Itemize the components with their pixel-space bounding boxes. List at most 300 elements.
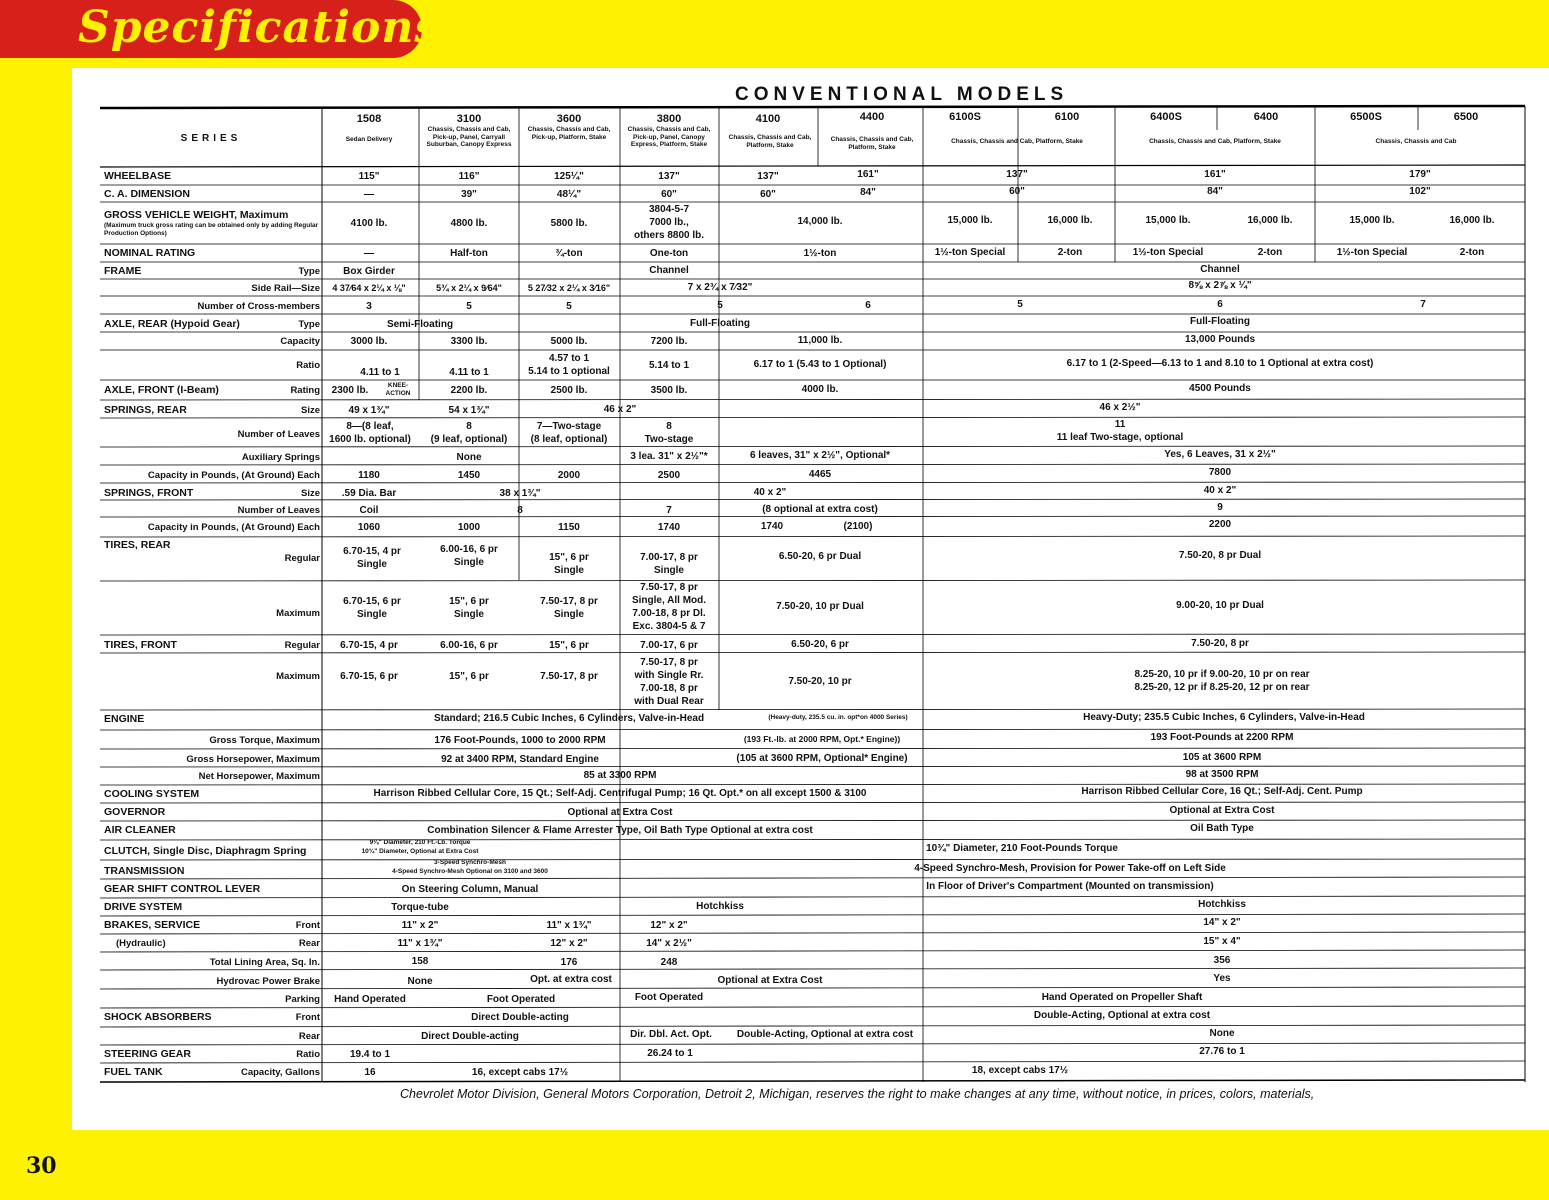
label-net-horsepower: Net Horsepower, Maximum [198,771,320,782]
table-rule [100,536,1525,537]
cell: 16,000 lb. [1449,215,1495,226]
cell: Harrison Ribbed Cellular Core, 15 Qt.; Self-Adj. Centrifugal Pump; 16 Qt. Opt.* on all except 1500 & 3100 [373,788,867,799]
cell: KNEE-ACTION [385,382,411,397]
cell: Single [453,557,485,568]
label-front: Front [295,920,320,931]
cell: Combination Silencer & Flame Arrester Type, Oil Bath Type Optional at extra cost [427,825,813,836]
cell: Foot Operated [486,994,556,1005]
cell: 9 [1217,502,1223,513]
cell: (105 at 3600 RPM, Optional* Engine) [736,753,908,764]
cell: 18, except cabs 17½ [971,1065,1069,1076]
cell: None [407,976,433,987]
label-transmission: TRANSMISSION [104,865,185,877]
cell: Torque-tube [391,902,449,913]
cell: 5 [1017,299,1023,310]
cell: 8⅝ x 2⅞ x ¼" [1188,280,1252,291]
cell: 161" [1204,169,1226,180]
cell: 98 at 3500 RPM [1185,769,1259,780]
cell: Half-ton [450,248,488,259]
cell: 40 x 2" [1203,485,1237,496]
cell: Standard; 216.5 Cubic Inches, 6 Cylinders, Valve-in-Head [433,713,705,724]
series-6500: 6500 [1453,111,1479,123]
cell: 8.25-20, 12 pr if 8.25-20, 12 pr on rear [1134,682,1310,693]
cell: 116" [458,171,480,182]
table-rule [100,709,1525,710]
table-rule [100,165,1525,167]
cell: 60" [1009,186,1025,197]
cell: Foot Operated [634,992,704,1003]
cell: 4800 lb. [450,218,488,229]
cell: 6.70-15, 4 pr [343,546,401,557]
cell: 11,000 lb. [797,335,843,346]
cell: 84" [1207,186,1223,197]
label-ratio: Ratio [296,1049,320,1060]
cell: 7.50-20, 8 pr Dual [1178,550,1262,561]
cell: — [364,189,374,200]
cell: 11" x 2" [401,920,439,931]
cell: Single [356,609,388,620]
cell: None [456,452,482,463]
cell: 11 leaf Two-stage, optional [1056,432,1184,443]
table-rule [100,464,1525,465]
cell: 7.50-17, 8 pr [640,657,698,668]
cell: 27.76 to 1 [1199,1046,1245,1057]
cell: .59 Dia. Bar [341,488,397,499]
label-axle-front: AXLE, FRONT (I-Beam) [104,384,219,396]
cell: 7 x 2¾ x 7⁄32" [687,282,753,293]
label-rear: Rear [298,1031,320,1042]
cell: 11 [1114,419,1126,430]
cell: 8 [466,421,472,432]
cell: 60" [760,189,776,200]
cell: 2500 lb. [550,385,588,396]
cell: 11" x 1¾" [397,938,443,949]
table-rule [100,499,1525,500]
cell: Opt. at extra cost [530,974,612,985]
cell: 4-Speed Synchro-Mesh, Provision for Power Take-off on Left Side [914,863,1226,874]
cell: 46 x 2½" [1099,402,1141,413]
label-hydraulic: (Hydraulic) [116,938,166,949]
cell: 6.17 to 1 (2-Speed—6.13 to 1 and 8.10 to 1 Optional at extra cost) [1066,358,1374,369]
table-rule [100,634,1525,635]
table-rule [100,766,1525,767]
cell: 2300 lb. [331,385,369,396]
label-regular: Regular [284,553,320,564]
cell: 4500 Pounds [1189,383,1251,394]
cell: 125¼" [554,171,584,182]
cell: 8 [666,421,672,432]
cell: Optional at Extra Cost [567,807,673,818]
cell: 193 Foot-Pounds at 2200 RPM [1150,732,1294,743]
cell: 5 [566,301,572,312]
cell: 137" [1006,169,1028,180]
table-rule [100,896,1525,898]
cell: 16, except cabs 17½ [471,1067,569,1078]
cell: 137" [658,171,680,182]
cell: Two-stage [644,434,694,445]
cell: 176 Foot-Pounds, 1000 to 2000 RPM [434,735,606,746]
cell: Semi-Floating [386,319,454,330]
cell: Single [453,609,485,620]
cell: 2-ton [1459,247,1485,258]
cell: 4465 [808,469,832,480]
cell: 2500 [657,470,681,481]
cell: (9 leaf, optional) [430,434,508,445]
cell: 49 x 1¾" [348,405,390,416]
cell: 158 [411,956,429,967]
cell: 4000 lb. [801,384,839,395]
cell: 92 at 3400 RPM, Standard Engine [441,754,599,765]
cell: 2-ton [1257,247,1283,258]
label-fuel-capacity: Capacity, Gallons [240,1067,320,1078]
cell: 356 [1213,955,1231,966]
cell: others 8800 lb. [633,230,705,241]
cell: 6 [865,300,871,311]
table-rule [100,482,1525,483]
cell: 3804-5-7 [648,204,690,215]
cell: 19.4 to 1 [349,1049,391,1060]
cell: 6.70-15, 6 pr [340,671,398,682]
label-drive-system: DRIVE SYSTEM [104,901,183,913]
label-steering: STEERING GEAR [104,1048,191,1060]
cell: 1060 [357,522,381,533]
cell: 46 x 2" [603,404,637,415]
cell: 6.50-20, 6 pr Dual [778,551,862,562]
cell: 6.00-16, 6 pr [440,544,498,555]
cell: 6.17 to 1 (5.43 to 1 Optional) [753,359,887,370]
cell: Double-Acting, Optional at extra cost [736,1029,914,1040]
cell: 7.50-17, 8 pr [540,671,598,682]
series-3100: 3100 [456,113,482,125]
cell: Full-Floating [690,318,750,329]
cell: — [364,248,374,259]
cell: 1½-ton Special [1336,247,1408,258]
series-desc: Chassis, Chassis and Cab, Platform, Stake [728,134,812,149]
cell: ¾-ton [555,248,583,259]
table-rule [100,417,1525,418]
series-desc: Chassis, Chassis and Cab, Pick-up, Platform, Stake [527,126,611,141]
label-size: Size [300,405,320,416]
cell: 26.24 to 1 [647,1048,693,1059]
series-desc: Chassis, Chassis and Cab, Platform, Stake [830,136,914,151]
cell: In Floor of Driver's Compartment (Mounted on transmission) [926,881,1214,892]
cell: 39" [461,189,477,200]
cell: 1½-ton [803,248,837,259]
cell: Box Girder [343,266,395,277]
cell: 1150 [558,522,580,533]
label-rating: Rating [290,385,320,396]
cell: 12" x 2" [650,920,688,931]
cell: 16,000 lb. [1047,215,1093,226]
cell: 8—(8 leaf, [346,421,394,432]
label-number-of-leaves: Number of Leaves [237,505,320,516]
cell: Yes, 6 Leaves, 31 x 2½" [1164,449,1276,460]
table-rule [100,839,1525,840]
series-6400: 6400 [1253,111,1279,123]
label-type: Type [298,319,320,330]
cell: 9⅛" Diameter, 210 Ft.-Lb. Torque [369,839,471,846]
cell: 161" [857,169,879,180]
cell: 1½-ton Special [934,247,1006,258]
cell: 14" x 2½" [646,938,692,949]
series-desc: Chassis, Chassis and Cab, Pick-up, Panel, Carryall Suburban, Canopy Express [426,126,512,148]
cell: 2000 [557,470,581,481]
cell: 5 [466,301,472,312]
series-3800: 3800 [656,113,682,125]
label-hydrovac: Hydrovac Power Brake [216,976,320,987]
cell: Optional at Extra Cost [1169,805,1275,816]
cell: 105 at 3600 RPM [1182,752,1262,763]
cell: Single [553,609,585,620]
label-wheelbase: WHEELBASE [104,170,172,182]
label-ca-dimension: C. A. DIMENSION [104,188,190,200]
label-capacity: Capacity [280,336,320,347]
cell: 5 27⁄32 x 2¼ x 3⁄16" [527,283,611,293]
label-gross-horsepower: Gross Horsepower, Maximum [186,754,320,765]
label-tires-front: TIRES, FRONT [104,639,177,651]
cell: 1450 [457,470,481,481]
cell: Exc. 3804-5 & 7 [632,621,706,632]
label-shock-absorbers: SHOCK ABSORBERS [104,1011,212,1023]
cell: 6 [1217,299,1223,310]
cell: 7.00-18, 8 pr Dl. [632,608,706,619]
cell: Direct Double-acting [421,1031,519,1042]
cell: Yes [1213,973,1231,984]
cell: 7.50-20, 10 pr [788,676,852,687]
label-lining-area: Total Lining Area, Sq. In. [209,957,320,968]
cell: 5.14 to 1 optional [528,366,610,377]
cell: 7.50-17, 8 pr [540,596,598,607]
cell: One-ton [649,248,689,259]
cell: 7800 [1208,467,1232,478]
label-capacity-ground: Capacity in Pounds, (At Ground) Each [147,470,320,481]
series-desc: Chassis, Chassis and Cab, Platform, Stake [1149,138,1281,145]
cell: 1600 lb. optional) [329,434,411,445]
cell: 9.00-20, 10 pr Dual [1176,600,1264,611]
cell: Coil [359,505,379,516]
table-rule [100,877,1525,879]
cell: 179" [1409,169,1431,180]
series-label: SERIES [180,133,242,144]
table-rule [100,1025,1525,1027]
label-cross-members: Number of Cross-members [197,301,320,312]
label-type: Type [298,266,320,277]
label-side-rail: Side Rail—Size [251,283,320,294]
banner-title: Specifications [78,2,441,53]
cell: 102" [1409,186,1431,197]
table-rule [100,968,1525,970]
table-rule [100,1043,1525,1045]
label-fuel-tank: FUEL TANK [104,1066,163,1078]
series-desc: Chassis, Chassis and Cab, Platform, Stake [951,138,1083,145]
table-rule [100,446,1525,447]
cell: 12" x 2" [550,938,588,949]
cell: 137" [757,171,779,182]
cell: Single [356,559,388,570]
series-4400: 4400 [859,111,885,123]
cell: 7.50-20, 8 pr [1191,638,1249,649]
cell: 10¾" Diameter, 210 Foot-Pounds Torque [926,843,1118,854]
cell: Oil Bath Type [1190,823,1254,834]
label-number-of-leaves: Number of Leaves [237,429,320,440]
cell: Hotchkiss [1198,899,1246,910]
label-nominal-rating: NOMINAL RATING [104,247,196,259]
cell: 15", 6 pr [549,552,589,563]
cell: 3-Speed Synchro-Mesh [434,859,506,866]
cell: 6.00-16, 6 pr [440,640,498,651]
cell: 6.70-15, 6 pr [343,596,401,607]
cell: 15", 6 pr [449,596,489,607]
table-rule [100,1006,1525,1008]
cell: 5.14 to 1 [648,360,690,371]
page-number: 30 [26,1153,57,1179]
series-6500s: 6500S [1350,111,1382,123]
cell: None [1209,1028,1235,1039]
cell: 115" [358,171,380,182]
label-capacity-ground: Capacity in Pounds, (At Ground) Each [147,522,320,533]
table-rule [100,802,1525,803]
series-6400s: 6400S [1150,111,1182,123]
cell: 3000 lb. [350,336,388,347]
cell: 7 [666,505,672,516]
table-rule [100,932,1525,934]
label-ratio: Ratio [296,360,320,371]
cell: Single [653,565,685,576]
cell: (Heavy-duty, 235.5 cu. in. opt*on 4000 Series) [768,714,908,721]
cell: 248 [660,957,678,968]
label-regular: Regular [284,640,320,651]
series-4100: 4100 [755,113,781,125]
label-cooling: COOLING SYSTEM [104,788,200,800]
table-rule [100,1080,1525,1082]
label-size: Size [300,488,320,499]
label-brakes: BRAKES, SERVICE [104,919,201,931]
cell: 15", 6 pr [549,640,589,651]
cell: 7.00-18, 8 pr [640,683,698,694]
cell: 15" x 4" [1203,936,1241,947]
cell: 1000 [457,522,481,533]
cell: Hand Operated [334,994,406,1005]
cell: 7.00-17, 8 pr [640,552,698,563]
cell: 7 [1420,299,1426,310]
cell: 7.50-17, 8 pr [640,582,698,593]
cell: 85 at 3300 RPM [583,770,657,781]
label-gross-torque: Gross Torque, Maximum [209,735,320,746]
cell: Heavy-Duty; 235.5 Cubic Inches, 6 Cylinders, Valve-in-Head [1083,712,1365,723]
label-gear-shift: GEAR SHIFT CONTROL LEVER [104,883,261,895]
cell: (2100) [843,521,873,532]
footer-note: Chevrolet Motor Division, General Motors Corporation, Detroit 2, Michigan, reserves the right to make changes at any time, without notice, in prices, colors, materials, [400,1087,1315,1101]
label-gvw-note: (Maximum truck gross rating can be obtained only by adding Regular Production Options) [104,222,319,237]
label-parking: Parking [285,994,320,1005]
cell: 84" [860,187,876,198]
cell: Double-Acting, Optional at extra cost [1033,1010,1211,1021]
cell: 15,000 lb. [1145,215,1191,226]
cell: 5800 lb. [550,218,588,229]
cell: (8 optional at extra cost) [762,504,878,515]
cell: 6.70-15, 4 pr [340,640,398,651]
cell: 4100 lb. [350,218,388,229]
cell: 54 x 1¾" [448,405,490,416]
cell: Hotchkiss [696,901,744,912]
table-rule [100,914,1525,916]
table-rule [100,748,1525,749]
cell: Hand Operated on Propeller Shaft [1041,992,1203,1003]
cell: with Single Rr. [634,670,704,681]
cell: 4.11 to 1 [360,367,400,378]
label-frame: FRAME [104,265,142,277]
cell: 5000 lb. [550,336,588,347]
cell: 13,000 Pounds [1184,334,1256,345]
cell: 8 [517,505,523,516]
cell: 6.50-20, 6 pr [791,639,849,650]
cell: 48¼" [556,189,582,200]
cell: Harrison Ribbed Cellular Core, 16 Qt.; Self-Adj. Cent. Pump [1081,786,1363,797]
label-rear: Rear [298,938,320,949]
table-rule [100,652,1525,653]
table-rule [100,399,1525,400]
cell: Single, All Mod. [631,595,707,606]
cell: 3 lea. 31" x 2½"* [630,451,708,462]
series-3600: 3600 [556,113,582,125]
cell: 11" x 1¾" [546,920,592,931]
cell: 7.00-17, 6 pr [640,640,698,651]
cell: (8 leaf, optional) [530,434,608,445]
cell: 2200 [1208,519,1232,530]
cell: 5 [717,300,723,311]
cell: 4.11 to 1 [449,367,489,378]
cell: 6 leaves, 31" x 2½", Optional* [749,450,891,461]
cell: 7000 lb., [649,217,689,228]
cell: 7—Two-stage [536,421,602,432]
cell: Dir. Dbl. Act. Opt. [630,1029,712,1040]
cell: (193 Ft.-lb. at 2000 RPM, Opt.* Engine)) [743,734,901,744]
table-rule [100,950,1525,952]
cell: 14,000 lb. [797,216,843,227]
label-gvw: GROSS VEHICLE WEIGHT, Maximum [104,209,289,221]
label-governor: GOVERNOR [104,806,166,818]
label-air-cleaner: AIR CLEANER [104,824,176,836]
cell: Channel [649,265,689,276]
cell: 4.57 to 1 [548,353,590,364]
cell: 16 [364,1067,376,1078]
cell: On Steering Column, Manual [401,884,539,895]
series-desc: Chassis, Chassis and Cab, Pick-up, Panel, Canopy Express, Platform, Stake [627,126,711,148]
cell: 10¾" Diameter, Optional at Extra Cost [361,848,479,855]
cell: Optional at Extra Cost [717,975,823,986]
series-6100: 6100 [1054,111,1080,123]
cell: 14" x 2" [1203,917,1241,928]
table-rule [100,1061,1525,1063]
table-rule [100,106,1525,108]
cell: 40 x 2" [753,487,787,498]
cell: 176 [560,957,578,968]
label-clutch: CLUTCH, Single Disc, Diaphragm Spring [104,845,307,857]
table-rule [100,729,1525,730]
cell: Full-Floating [1190,316,1250,327]
label-springs-front: SPRINGS, FRONT [104,487,194,499]
cell: 3 [366,301,372,312]
label-axle-rear: AXLE, REAR (Hypoid Gear) [104,318,240,330]
cell: 3500 lb. [650,385,688,396]
cell: 1180 [358,470,380,481]
cell: 38 x 1¾" [499,488,541,499]
label-springs-rear: SPRINGS, REAR [104,404,187,416]
label-engine: ENGINE [104,713,145,725]
cell: 15,000 lb. [947,215,993,226]
cell: Single [553,565,585,576]
cell: Direct Double-acting [471,1012,569,1023]
